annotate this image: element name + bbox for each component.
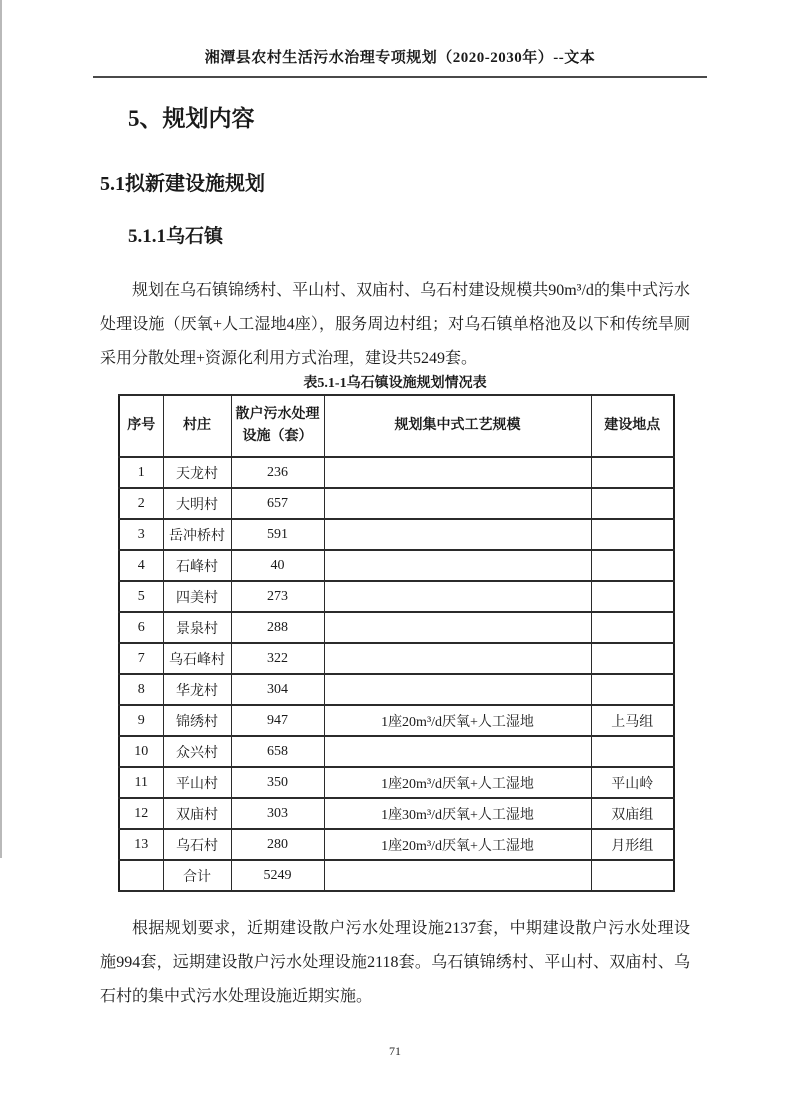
table-row <box>119 798 674 829</box>
page-number: 71 <box>389 1044 401 1058</box>
running-header: 湘潭县农村生活污水治理专项规划（2020-2030年）--文本 <box>204 50 596 66</box>
table-cell: 236 <box>231 457 324 488</box>
table-cell: 双庙组 <box>591 798 674 829</box>
table-cell <box>324 488 591 519</box>
table-cell: 1座20m³/d厌氧+人工湿地 <box>324 705 591 736</box>
table-cell: 9 <box>119 705 163 736</box>
table-cell <box>591 860 674 891</box>
table-cell: 岳冲桥村 <box>163 519 231 550</box>
table-cell: 288 <box>231 612 324 643</box>
table-cell: 5 <box>119 581 163 612</box>
table-cell: 平山岭 <box>591 767 674 798</box>
table-cell: 双庙村 <box>163 798 231 829</box>
table-cell <box>324 581 591 612</box>
table-row <box>119 550 674 581</box>
table-row <box>119 612 674 643</box>
table-cell <box>591 550 674 581</box>
table-cell: 8 <box>119 674 163 705</box>
table-row <box>119 767 674 798</box>
column-header-village: 村庄 <box>163 395 231 457</box>
table-cell <box>324 643 591 674</box>
facility-plan-table <box>118 394 675 892</box>
table-cell: 乌石村 <box>163 829 231 860</box>
table-row <box>119 457 674 488</box>
chapter-heading: 5、规划内容 <box>128 106 255 131</box>
intro-paragraph: 规划在乌石镇锦绣村、平山村、双庙村、乌石村建设规模共90m³/d的集中式污水处理设施（厌氧+人工湿地4座），服务周边村组；对乌石镇单格池及以下和传统旱厕采用分散处理+资源化利用方式治理，建设共5249套。 <box>100 282 690 367</box>
table-row <box>119 581 674 612</box>
subsection-heading: 5.1.1乌石镇 <box>128 226 224 247</box>
table-cell: 304 <box>231 674 324 705</box>
table-cell <box>591 643 674 674</box>
table-row <box>119 674 674 705</box>
table-cell: 658 <box>231 736 324 767</box>
table-cell: 273 <box>231 581 324 612</box>
column-header-location: 建设地点 <box>591 395 674 457</box>
table-cell: 月形组 <box>591 829 674 860</box>
table-cell: 上马组 <box>591 705 674 736</box>
table-cell <box>324 674 591 705</box>
table-cell: 13 <box>119 829 163 860</box>
table-cell: 7 <box>119 643 163 674</box>
table-cell: 锦绣村 <box>163 705 231 736</box>
table-row <box>119 860 674 891</box>
table-cell: 40 <box>231 550 324 581</box>
table-cell: 3 <box>119 519 163 550</box>
table-cell <box>591 488 674 519</box>
table-cell: 四美村 <box>163 581 231 612</box>
table-cell <box>324 550 591 581</box>
table-header-row <box>119 395 674 457</box>
table-row <box>119 519 674 550</box>
table-cell <box>324 457 591 488</box>
table-cell: 景泉村 <box>163 612 231 643</box>
table-cell: 大明村 <box>163 488 231 519</box>
table-cell: 天龙村 <box>163 457 231 488</box>
header-rule <box>93 76 707 78</box>
table-cell: 322 <box>231 643 324 674</box>
table-cell <box>324 519 591 550</box>
table-cell: 2 <box>119 488 163 519</box>
table-cell: 1座30m³/d厌氧+人工湿地 <box>324 798 591 829</box>
table-cell <box>324 860 591 891</box>
table-cell <box>591 736 674 767</box>
column-header-centralized-scale: 规划集中式工艺规模 <box>324 395 591 457</box>
table-cell: 4 <box>119 550 163 581</box>
table-cell: 6 <box>119 612 163 643</box>
table-row <box>119 488 674 519</box>
table-body <box>119 457 674 891</box>
table-row <box>119 705 674 736</box>
summary-paragraph: 根据规划要求，近期建设散户污水处理设施2137套，中期建设散户污水处理设施994套，远期建设散户污水处理设施2118套。乌石镇锦绣村、平山村、双庙村、乌石村的集中式污水处理设施近期实施。 <box>100 920 690 1005</box>
table-cell: 350 <box>231 767 324 798</box>
scan-edge-artifact <box>0 0 2 858</box>
table-cell: 5249 <box>231 860 324 891</box>
table-caption: 表5.1-1乌石镇设施规划情况表 <box>303 376 487 391</box>
table-cell <box>591 519 674 550</box>
table-cell <box>591 581 674 612</box>
table-cell <box>591 612 674 643</box>
table-cell: 303 <box>231 798 324 829</box>
column-header-household-units: 散户污水处理设施（套） <box>231 395 324 457</box>
table-cell: 合计 <box>163 860 231 891</box>
table-cell: 280 <box>231 829 324 860</box>
column-header-index: 序号 <box>119 395 163 457</box>
table-cell: 石峰村 <box>163 550 231 581</box>
table-cell: 乌石峰村 <box>163 643 231 674</box>
table-cell: 1座20m³/d厌氧+人工湿地 <box>324 829 591 860</box>
table-cell <box>591 674 674 705</box>
table-cell <box>324 612 591 643</box>
table-cell: 10 <box>119 736 163 767</box>
table-cell: 1座20m³/d厌氧+人工湿地 <box>324 767 591 798</box>
table-cell: 947 <box>231 705 324 736</box>
table-cell: 1 <box>119 457 163 488</box>
table-cell: 平山村 <box>163 767 231 798</box>
table-cell: 华龙村 <box>163 674 231 705</box>
section-heading: 5.1拟新建设施规划 <box>100 173 265 195</box>
table-row <box>119 736 674 767</box>
table-cell <box>119 860 163 891</box>
table-cell: 11 <box>119 767 163 798</box>
table-cell <box>591 457 674 488</box>
table-cell: 591 <box>231 519 324 550</box>
table-cell: 众兴村 <box>163 736 231 767</box>
table-cell <box>324 736 591 767</box>
table-header <box>119 395 674 457</box>
table-cell: 657 <box>231 488 324 519</box>
table-cell: 12 <box>119 798 163 829</box>
table-row <box>119 643 674 674</box>
table-row <box>119 829 674 860</box>
